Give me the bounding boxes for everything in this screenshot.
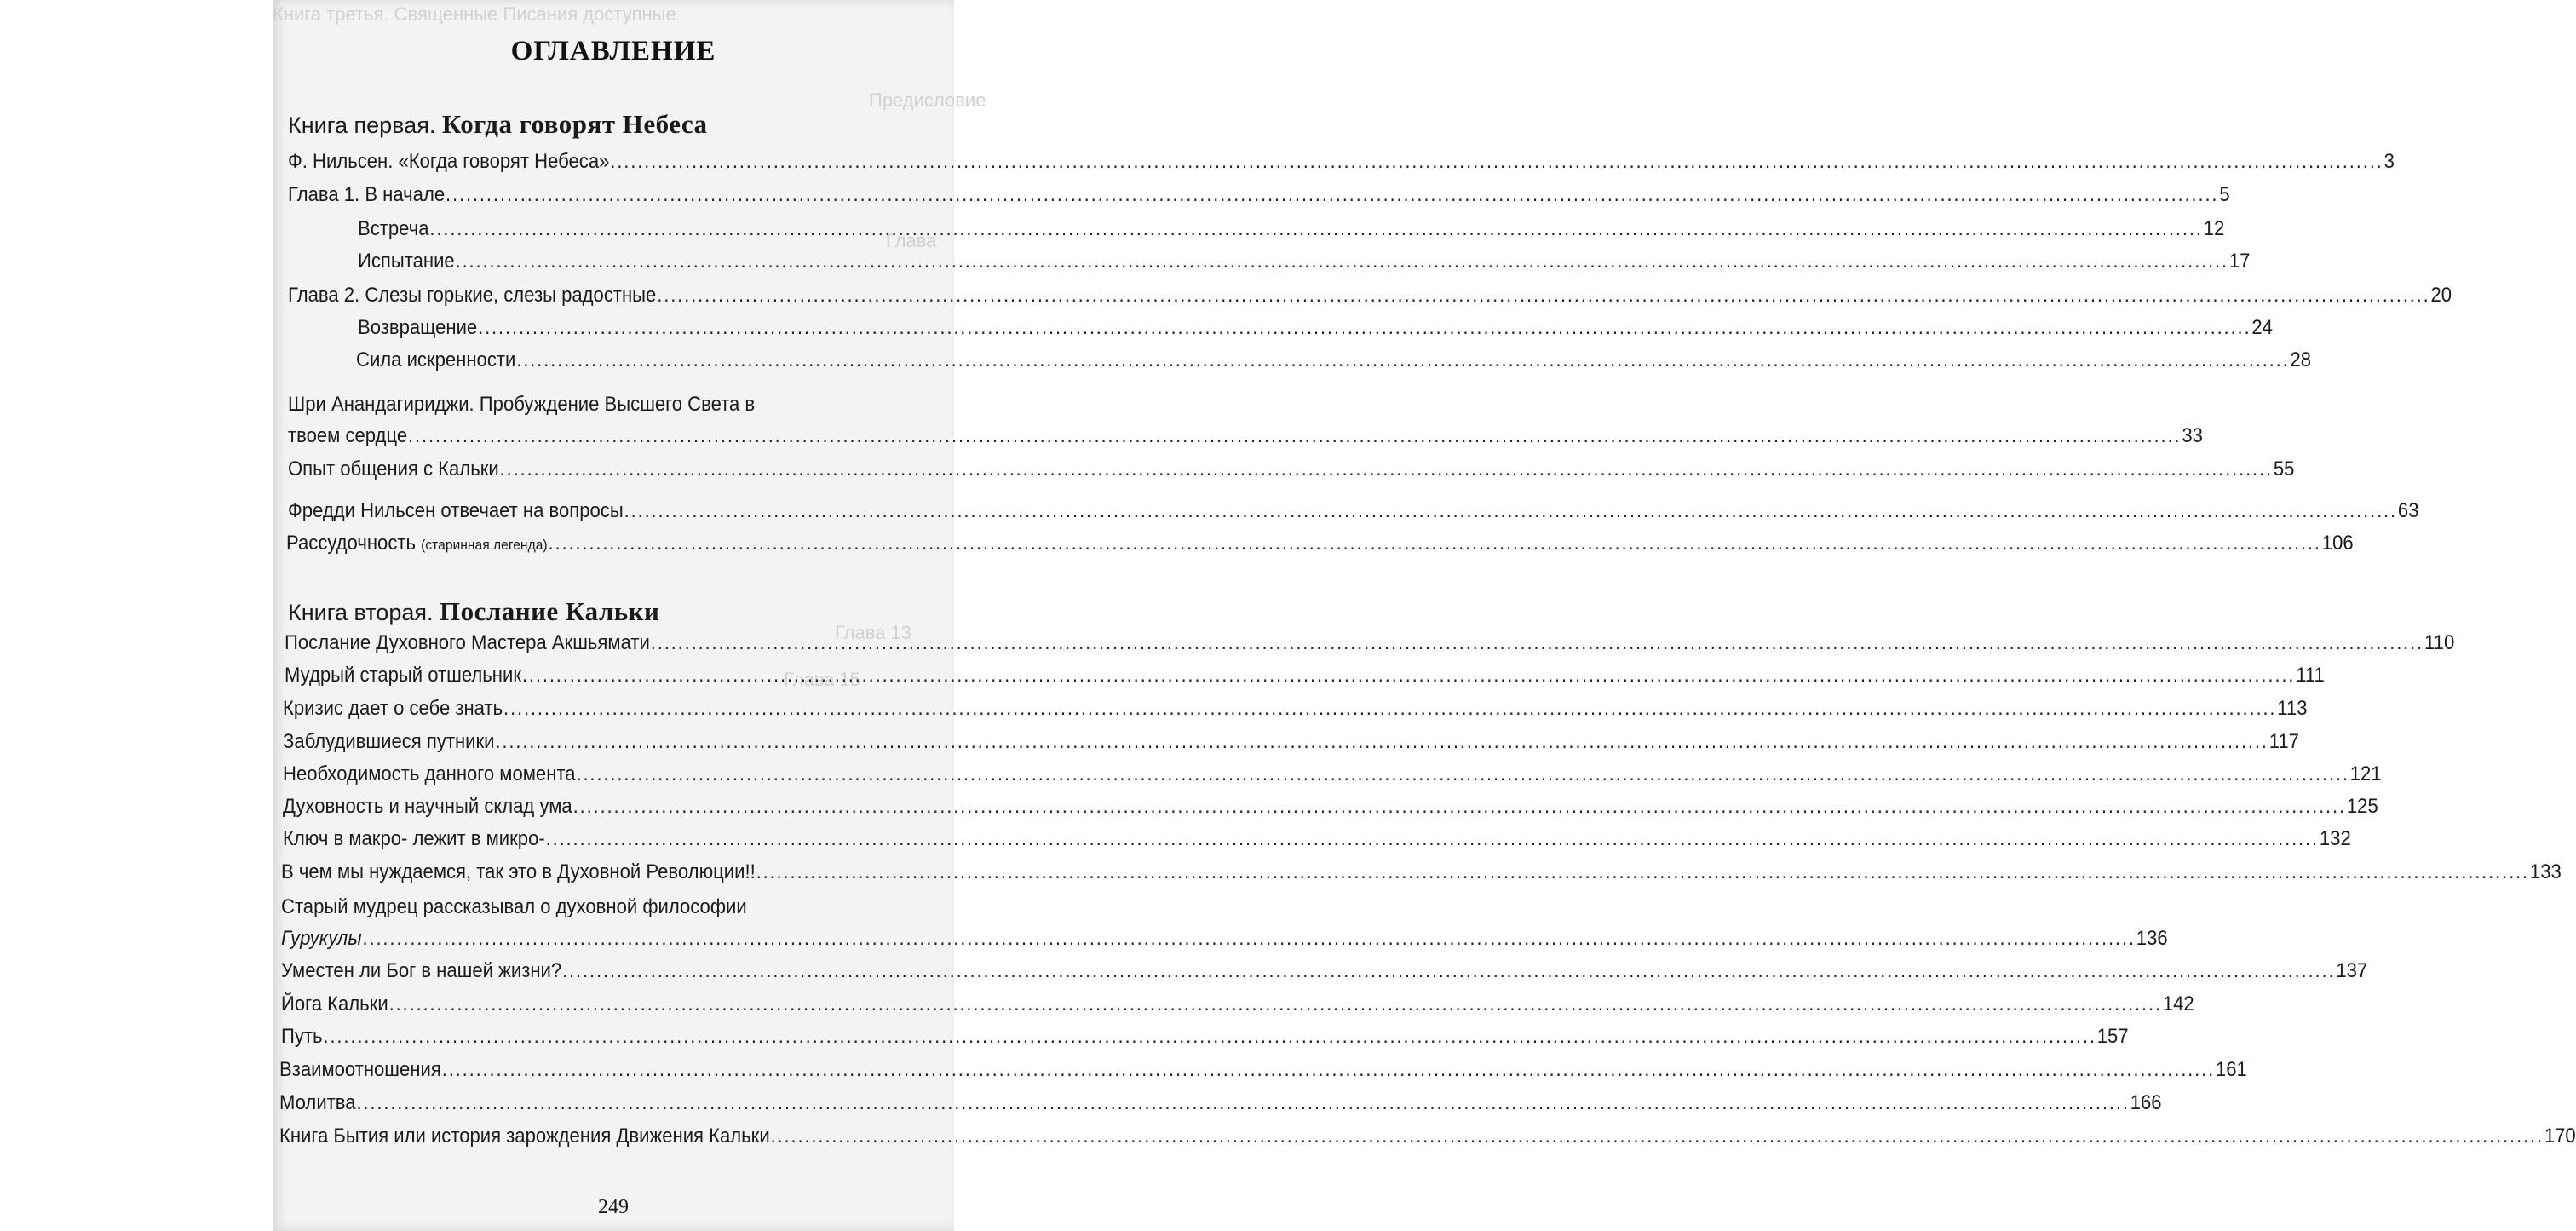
page-number: 249 [598,1196,629,1218]
toc-entry [358,315,2273,341]
book-one-name: Когда говорят Небеса [441,109,708,139]
toc-entry-text: Испытание [358,250,455,273]
toc-entry-title: Рассудочность [286,532,416,555]
show-through-text: Глава 15 [784,669,861,690]
leader-dots [562,958,2335,984]
show-through-text: Глава [886,230,937,251]
leader-dots [495,729,2268,755]
leader-dots [546,826,2319,852]
book-one-heading [288,109,708,140]
toc-entry-text: Ключ в макро- лежит в микро- [283,827,545,850]
toc-entry [288,498,2419,524]
toc-entry-text: Глава 2. Слезы горькие, слезы радостные [288,284,657,307]
toc-entry [283,729,2299,755]
toc-entry-page: 136 [2136,927,2168,950]
page-title: ОГЛАВЛЕНИЕ [510,36,716,66]
toc-entry-page: 125 [2346,795,2378,818]
leader-dots [442,1057,2215,1083]
toc-entry-text: Гурукулы [281,927,362,950]
leader-dots [516,348,2289,373]
toc-entry [283,826,2351,852]
toc-entry-text: твоем сердце [288,424,408,447]
toc-entry-page: 12 [2203,217,2225,240]
book-two-prefix: Книга вторая. [288,600,434,625]
show-through-text: Книга третья. Священные Писания доступные [273,3,676,25]
toc-entry [288,423,2203,449]
toc-entry-page: 117 [2268,730,2299,753]
leader-dots [651,630,2424,656]
toc-entry-text: Духовность и научный склад ума [283,795,572,818]
toc-entry-text [286,531,548,558]
toc-entry-note: (старинная легенда) [421,537,548,553]
leader-dots [478,315,2251,341]
toc-entry-text: Уместен ли Бог в нашей жизни? [281,959,562,982]
leader-dots [610,149,2383,175]
toc-entry-page: 106 [2321,532,2354,555]
leader-dots [363,926,2136,952]
toc-entry-page: 24 [2251,316,2273,339]
toc-entry-text: Послание Духовного Мастера Акшьямати [285,631,650,654]
toc-entry-page: 157 [2096,1025,2129,1048]
leader-dots [522,663,2295,688]
toc-entry [288,149,2395,175]
toc-entry-text: Мудрый старый отшельник [285,664,521,687]
toc-entry-page: 63 [2397,499,2419,522]
toc-entry [358,249,2251,274]
book-two-name: Послание Кальки [440,596,660,626]
toc-entry-text: Путь [281,1025,323,1048]
leader-dots [771,1124,2544,1149]
toc-entry-text: Молитва [279,1091,356,1114]
toc-entry-text: Возвращение [358,316,478,339]
toc-entry-page: 5 [2219,183,2230,206]
book-page [273,0,2576,1231]
toc-entry [281,958,2368,984]
toc-entry-page: 55 [2273,457,2295,480]
leader-dots [756,860,2529,885]
toc-entry-page: 111 [2296,664,2325,687]
toc-entry [356,348,2312,373]
show-through-text: Глава 13 [835,622,912,643]
toc-entry-page: 3 [2383,150,2395,173]
toc-entry [279,1124,2576,1149]
leader-dots [429,216,2202,242]
toc-entry-page: 133 [2529,860,2562,883]
leader-dots [549,531,2321,556]
leader-dots [456,249,2228,274]
toc-entry-page: 33 [2182,424,2203,447]
toc-entry [281,992,2194,1017]
toc-entry [279,1057,2247,1083]
toc-entry-text: Взаимоотношения [279,1058,441,1081]
toc-entry-text: В чем мы нуждаемся, так это в Духовной Революции!! [281,860,756,883]
toc-entry [281,860,2562,885]
toc-entry [283,794,2378,820]
book-one-prefix: Книга первая. [288,112,436,138]
toc-entry-page: 110 [2424,631,2455,654]
leader-dots [356,1090,2129,1116]
toc-entry-text: Опыт общения с Кальки [288,457,499,480]
toc-entry-page: 17 [2228,250,2251,273]
toc-entry-text: Книга Бытия или история зарождения Движения Кальки [279,1125,770,1148]
toc-entry [286,531,2354,558]
toc-entry-page: 170 [2544,1125,2576,1148]
leader-dots [503,696,2276,722]
toc-entry-page: 137 [2336,959,2368,982]
toc-entry-page: 132 [2319,827,2351,850]
toc-entry-text: Шри Анандагириджи. Пробуждение Высшего Света в [288,393,756,416]
toc-entry-text: Старый мудрец рассказывал о духовной философии [281,895,747,918]
toc-entry [288,283,2452,308]
toc-entry-page: 113 [2277,697,2308,720]
toc-entry-text: Йога Кальки [281,992,388,1015]
leader-dots [389,992,2162,1017]
toc-entry [279,1090,2162,1116]
toc-entry-text: Встреча [358,217,429,240]
toc-entry-text: Сила искренности [356,348,516,371]
leader-dots [624,498,2397,524]
show-through-text: Предисловие [869,89,986,111]
toc-entry [283,696,2308,722]
toc-entry-text: Необходимость данного момента [283,762,576,785]
leader-dots [323,1024,2096,1050]
toc-entry [285,630,2455,656]
toc-entry [281,1024,2129,1050]
toc-entry-page: 166 [2130,1091,2162,1114]
leader-dots [500,457,2273,482]
toc-entry-page: 161 [2215,1058,2247,1081]
toc-entry-text: Глава 1. В начале [288,183,446,206]
toc-entry-page: 121 [2349,762,2382,785]
leader-dots [576,762,2349,787]
toc-entry [288,182,2230,208]
leader-dots [446,182,2218,208]
book-two-heading [288,596,659,627]
toc-entry-page: 142 [2162,992,2194,1015]
toc-entry [283,762,2382,787]
leader-dots [573,794,2346,820]
toc-entry [281,926,2168,952]
toc-entry-text: Кризис дает о себе знать [283,697,503,720]
toc-entry-text: Ф. Нильсен. «Когда говорят Небеса» [288,150,610,173]
toc-entry-text: Фредди Нильсен отвечает на вопросы [288,499,624,522]
toc-entry [288,457,2295,482]
toc-entry-text: Заблудившиеся путники [283,730,495,753]
toc-entry-page: 20 [2430,284,2452,307]
leader-dots [408,423,2181,449]
toc-entry-page: 28 [2290,348,2312,371]
leader-dots [657,283,2429,308]
toc-entry [285,663,2325,688]
